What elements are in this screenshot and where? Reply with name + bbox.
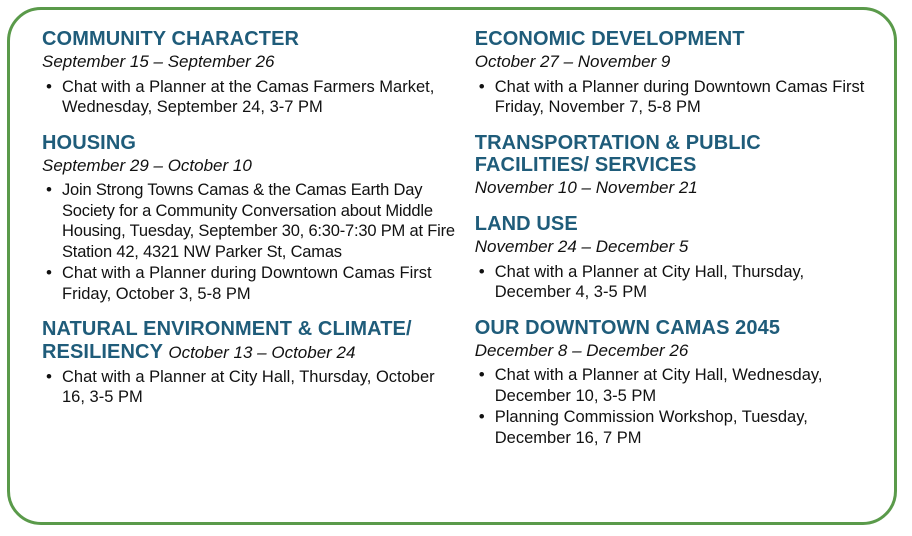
event-list [42, 77, 457, 118]
section-dates: November 10 – November 21 [474, 178, 698, 198]
event-list [42, 367, 457, 408]
section-title-text: TRANSPORTATION & PUBLIC FACILITIES/ SERVICES [474, 131, 761, 177]
list-item: • Planning Commission Workshop, Tuesday, December 16, 7 PM [475, 407, 872, 448]
section-title-text: HOUSING [42, 131, 137, 154]
section-title-text: NATURAL ENVIRONMENT & CLIMATE/ RESILIENCY [42, 318, 412, 363]
list-item: • Chat with a Planner at City Hall, Thursday, December 4, 3-5 PM [475, 262, 872, 303]
event-list [42, 180, 457, 304]
section-title [475, 213, 872, 235]
section-land-use [475, 213, 872, 303]
section-dates: November 24 – December 5 [474, 237, 689, 257]
event-list [475, 365, 872, 448]
section-community-character [42, 28, 457, 118]
section-dates: September 15 – September 26 [42, 52, 275, 72]
section-title-text: COMMUNITY CHARACTER [42, 28, 300, 50]
list-item: • Chat with a Planner during Downtown Camas First Friday, November 7, 5-8 PM [475, 77, 872, 118]
schedule-columns [10, 10, 894, 522]
list-item: • Chat with a Planner at the Camas Farmers Market, Wednesday, September 24, 3-7 PM [42, 77, 457, 118]
list-item: • Chat with a Planner at City Hall, Thursday, October 16, 3-5 PM [42, 367, 457, 408]
right-column [463, 28, 872, 449]
section-natural-environment [42, 318, 457, 408]
section-title [42, 132, 457, 154]
section-title [42, 318, 457, 363]
section-economic-development [475, 28, 872, 118]
section-title [475, 28, 872, 50]
section-our-downtown-camas-2045 [475, 317, 872, 449]
section-housing [42, 132, 457, 305]
section-dates: October 13 – October 24 [168, 342, 356, 362]
section-title-text: ECONOMIC DEVELOPMENT [474, 28, 745, 50]
section-title-text: OUR DOWNTOWN CAMAS 2045 [474, 316, 781, 339]
list-item: • Join Strong Towns Camas & the Camas Earth Day Society for a Community Conversation about Middle Housing, Tuesday, September 30, 6:30-7:30 PM at Fire Station 42, 4321 NW Parker St, Camas [42, 180, 457, 262]
section-title [42, 28, 457, 50]
schedule-panel [7, 7, 897, 525]
event-list [475, 262, 872, 303]
section-transportation [475, 132, 872, 199]
section-dates: December 8 – December 26 [474, 340, 689, 360]
section-dates: September 29 – October 10 [42, 156, 252, 176]
event-list [475, 77, 872, 118]
section-title [475, 132, 872, 177]
list-item: • Chat with a Planner during Downtown Camas First Friday, October 3, 5-8 PM [42, 263, 457, 304]
section-dates: October 27 – November 9 [474, 52, 671, 72]
section-title-text: LAND USE [474, 212, 578, 235]
section-title [475, 317, 872, 339]
left-column [34, 28, 463, 409]
list-item: • Chat with a Planner at City Hall, Wednesday, December 10, 3-5 PM [475, 365, 872, 406]
